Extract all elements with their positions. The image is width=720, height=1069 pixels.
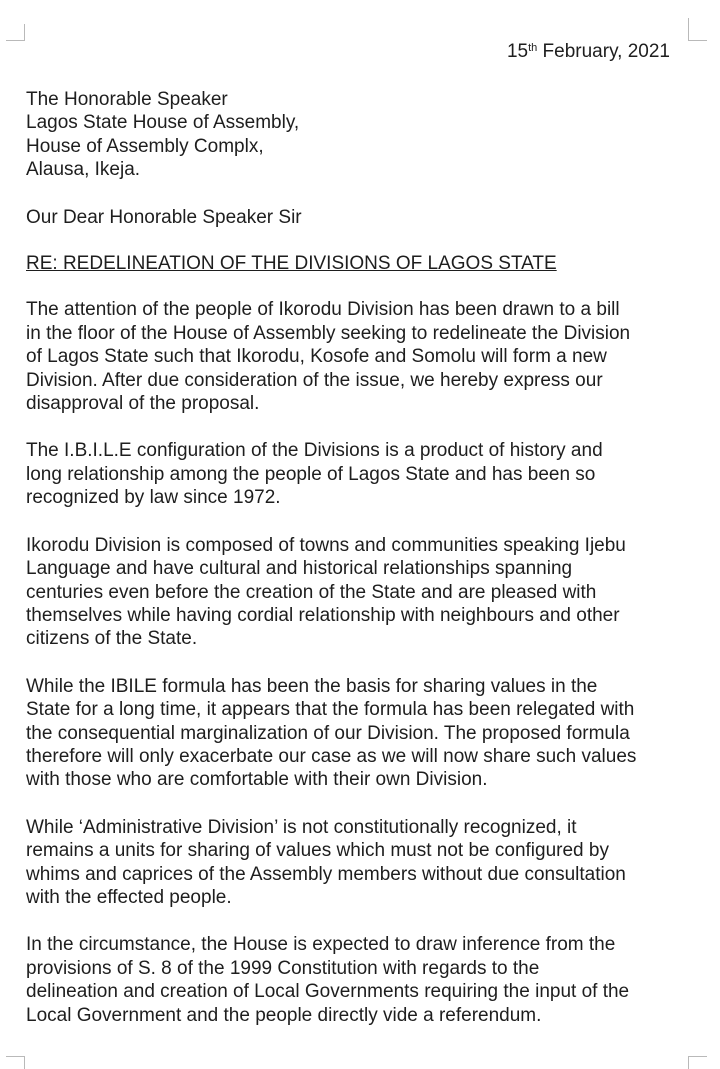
paragraph-6: In the circumstance, the House is expected to draw inference from the provisions of S. 8 of the 1999 Constitution with regards to the delineation and creation of Local Governments requiring the input of the Local Government and the people directly vide a referendum. [26,934,630,1026]
letter-body [26,88,694,1027]
salutation: Our Dear Honorable Speaker Sir [26,206,302,228]
page-corner-mark-top-left [6,24,25,41]
paragraph-3: Ikorodu Division is composed of towns and communities speaking Ijebu Language and have cultural and historical relationships spanning centuries even before the creation of the State and are pleased with themselves while having cordial relationship with neighbours and other citizens of the State. [26,534,626,650]
paragraph-4: While the IBILE formula has been the basis for sharing values in the State for a long time, it appears that the formula has been relegated with the consequential marginalization of our Division. The proposed formula therefore will only exacerbate our case as we will now share such values with those who are comfortable with their own Division. [26,675,637,791]
date-day-suffix: th [528,42,538,54]
date-day: 15 [506,41,529,62]
paragraph-1: The attention of the people of Ikorodu Division has been drawn to a bill in the floor of the House of Assembly seeking to redelineate the Division of Lagos State such that Ikorodu, Kosofe and Somolu will form a new Division. After due consideration of the issue, we hereby express our disapproval of the proposal. [26,299,631,415]
paragraph-2: The I.B.I.L.E configuration of the Divisions is a product of history and long relationship among the people of Lagos State and has been so recognized by law since 1972. [26,440,603,509]
paragraph-5: While ‘Administrative Division’ is not constitutionally recognized, it remains a units for sharing of values which must not be configured by whims and caprices of the Assembly members without due consultation with the effected people. [26,816,626,908]
subject-heading: RE: REDELINEATION OF THE DIVISIONS OF LAGOS STATE [26,253,557,275]
date-month-year: February, 2021 [537,41,670,62]
letter-date [507,38,670,66]
page-corner-mark-bottom-left [6,1056,25,1069]
page-corner-mark-bottom-right [688,1056,707,1069]
recipient-address: The Honorable Speaker Lagos State House of Assembly, House of Assembly Complx, Alausa, Ikeja. [26,89,300,181]
page-corner-mark-top-right [688,18,707,41]
